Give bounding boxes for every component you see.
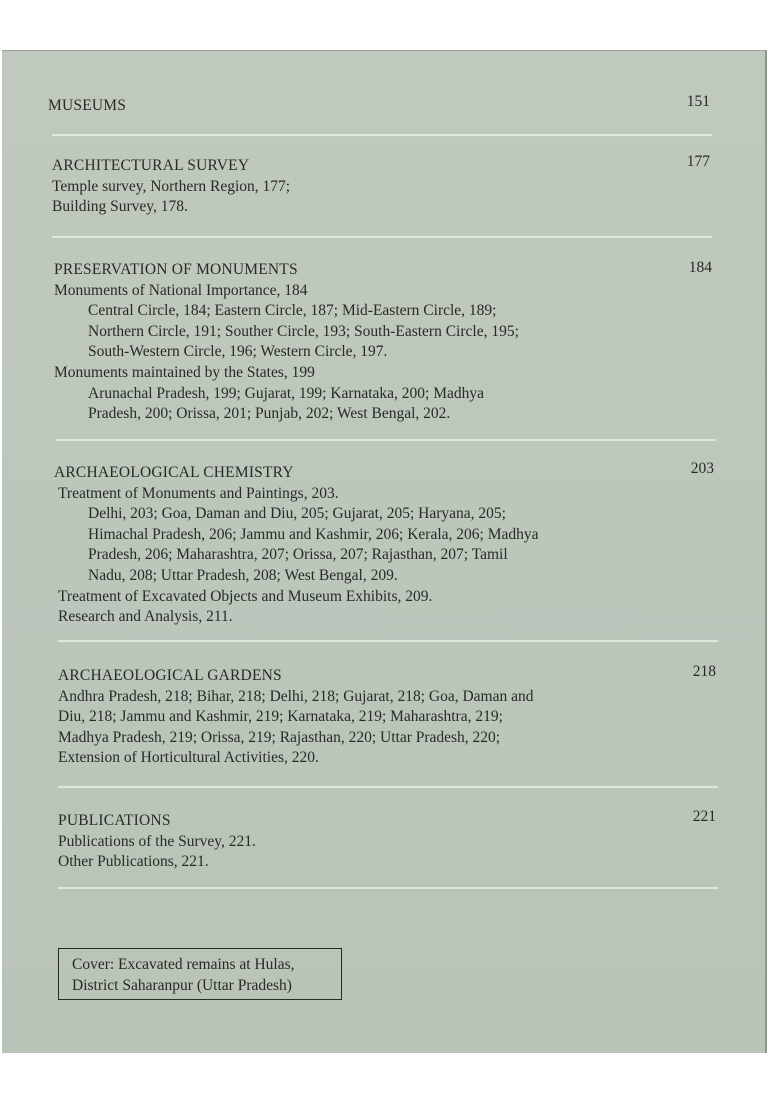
page-number: 184 bbox=[688, 259, 712, 276]
divider bbox=[52, 134, 712, 136]
section-chemistry bbox=[54, 460, 714, 628]
divider bbox=[56, 439, 716, 441]
entry: Pradesh, 200; Orissa, 201; Punjab, 202; West Bengal, 202. bbox=[88, 405, 451, 423]
entry: Monuments maintained by the States, 199 bbox=[54, 363, 315, 381]
entry: Temple survey, Northern Region, 177; bbox=[52, 177, 291, 195]
entry: Monuments of National Importance, 184 bbox=[54, 281, 308, 299]
section-title: PRESERVATION OF MONUMENTS bbox=[54, 261, 298, 278]
cover-caption-box bbox=[58, 948, 342, 1000]
page-number: 218 bbox=[692, 663, 716, 680]
entry: Pradesh, 206; Maharashtra, 207; Orissa, 207; Rajasthan, 207; Tamil bbox=[88, 546, 508, 564]
entry: Central Circle, 184; Eastern Circle, 187; Mid-Eastern Circle, 189; bbox=[88, 302, 497, 320]
divider bbox=[52, 236, 712, 238]
caption-line: Cover: Excavated remains at Hulas, bbox=[72, 956, 295, 973]
entry: Arunachal Pradesh, 199; Gujarat, 199; Karnataka, 200; Madhya bbox=[88, 384, 484, 402]
entry: Northern Circle, 191; Souther Circle, 193; South-Eastern Circle, 195; bbox=[88, 322, 519, 340]
section-gardens bbox=[58, 663, 716, 769]
divider bbox=[58, 786, 718, 788]
entry: Research and Analysis, 211. bbox=[58, 608, 233, 626]
section-preservation bbox=[54, 260, 712, 425]
page-number: 221 bbox=[692, 808, 716, 825]
section-architectural-survey bbox=[52, 153, 710, 218]
entry: Other Publications, 221. bbox=[58, 853, 209, 871]
entry: Nadu, 208; Uttar Pradesh, 208; West Bengal, 209. bbox=[88, 566, 398, 584]
entry: Himachal Pradesh, 206; Jammu and Kashmir, 206; Kerala, 206; Madhya bbox=[88, 525, 539, 543]
entry: Treatment of Monuments and Paintings, 203. bbox=[58, 484, 339, 502]
entry: Extension of Horticultural Activities, 220. bbox=[58, 749, 319, 767]
entry: Treatment of Excavated Objects and Museum Exhibits, 209. bbox=[58, 587, 433, 605]
entry: South-Western Circle, 196; Western Circle, 197. bbox=[88, 343, 388, 361]
section-title: ARCHITECTURAL SURVEY bbox=[52, 157, 250, 174]
entry: Madhya Pradesh, 219; Orissa, 219; Rajasthan, 220; Uttar Pradesh, 220; bbox=[58, 728, 501, 746]
divider bbox=[58, 887, 718, 889]
section-title: PUBLICATIONS bbox=[58, 812, 171, 829]
section-museums bbox=[48, 93, 710, 117]
entry: Delhi, 203; Goa, Daman and Diu, 205; Gujarat, 205; Haryana, 205; bbox=[88, 505, 506, 523]
divider bbox=[58, 640, 718, 642]
entry: Andhra Pradesh, 218; Bihar, 218; Delhi, 218; Gujarat, 218; Goa, Daman and bbox=[58, 687, 534, 705]
caption-line: District Saharanpur (Uttar Pradesh) bbox=[72, 976, 292, 994]
section-title: ARCHAEOLOGICAL CHEMISTRY bbox=[54, 464, 294, 481]
entry: Publications of the Survey, 221. bbox=[58, 832, 256, 850]
page-number: 177 bbox=[686, 153, 710, 170]
page-number: 151 bbox=[686, 93, 710, 110]
entry: Diu, 218; Jammu and Kashmir, 219; Karnataka, 219; Maharashtra, 219; bbox=[58, 708, 503, 726]
page-number: 203 bbox=[690, 460, 714, 477]
entry: Building Survey, 178. bbox=[52, 198, 188, 216]
section-title: MUSEUMS bbox=[48, 97, 127, 114]
section-publications bbox=[58, 808, 716, 873]
section-title: ARCHAEOLOGICAL GARDENS bbox=[58, 667, 282, 684]
